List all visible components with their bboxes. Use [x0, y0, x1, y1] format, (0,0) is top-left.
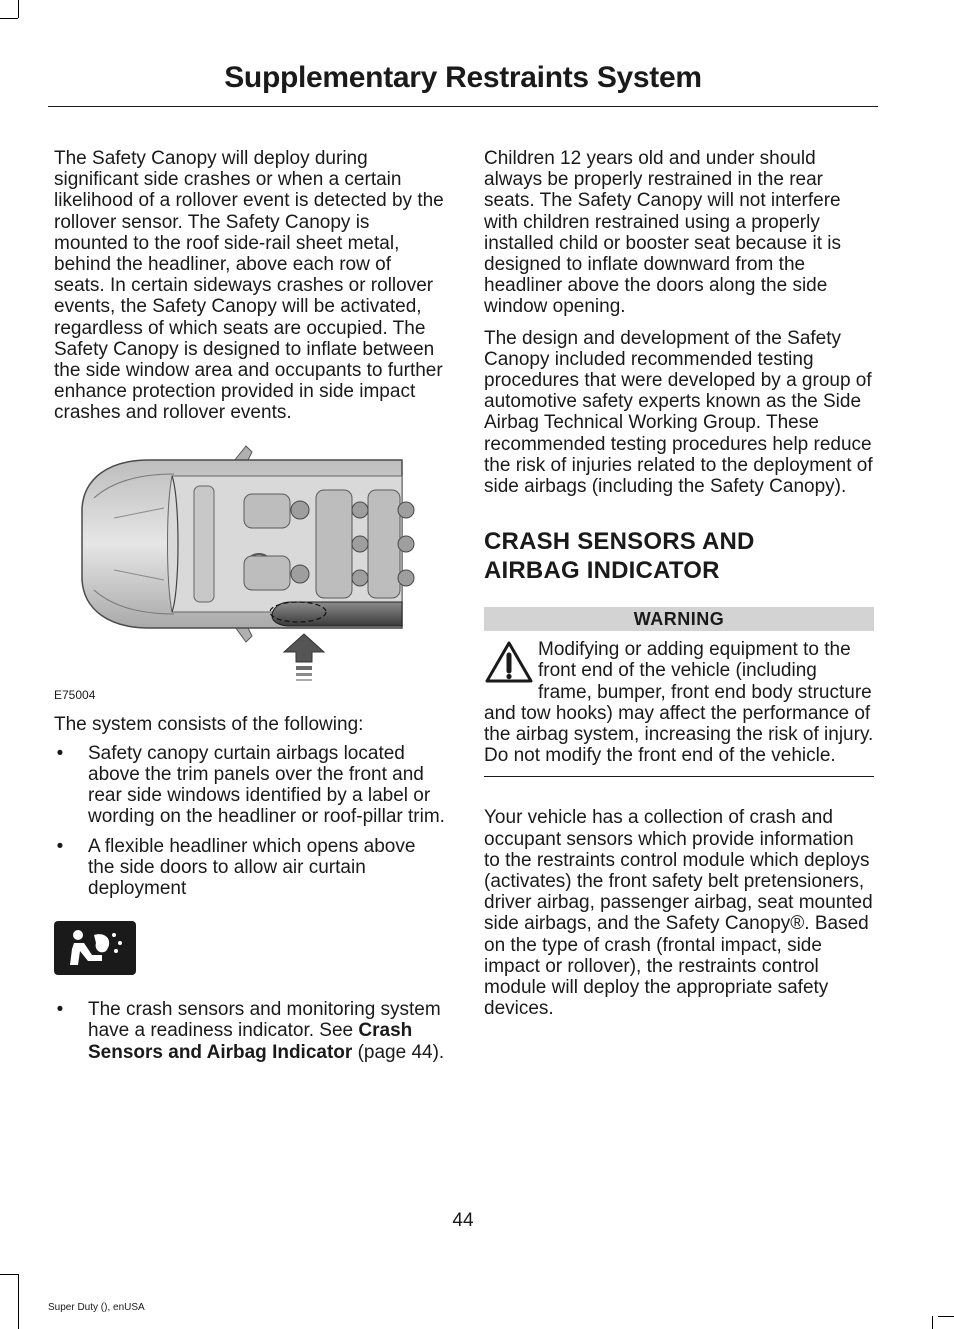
- crop-mark: [0, 1274, 18, 1275]
- list-item-text-post: (page 44).: [352, 1041, 445, 1063]
- airbag-warning-symbol-icon: [54, 921, 136, 975]
- testing-paragraph: The design and development of the Safety Canopy included recommended testing procedures that were developed by a group of automotive safety experts known as the Side Airbag Technical Working Group. These recommended testing procedures help reduce the risk of injuries related to the deployment of side airbags (including the Safety Canopy).: [484, 327, 873, 498]
- left-column: [54, 148, 446, 1071]
- crop-mark: [0, 18, 18, 19]
- crop-mark: [932, 1316, 933, 1329]
- section-heading-line: AIRBAG INDICATOR: [484, 557, 720, 585]
- bullet-marker: •: [56, 742, 64, 764]
- list-item: [54, 743, 446, 828]
- warning-title: WARNING: [484, 607, 874, 631]
- warning-text: Modifying or adding equipment to the front end of the vehicle (including frame, bumper, front end body structure and tow hooks) may affect the performance of the airbag system, increasing the risk of injury. Do not modify the front end of the vehicle.: [484, 639, 874, 767]
- crop-mark: [938, 1316, 954, 1317]
- list-item: [54, 836, 446, 900]
- section-heading-line: CRASH SENSORS AND: [484, 528, 755, 556]
- right-column: [484, 148, 874, 1030]
- title-rule: [48, 106, 878, 107]
- warning-body: [484, 639, 874, 766]
- intro-paragraph: The Safety Canopy will deploy during significant side crashes or when a certain likelihood of a rollover event is detected by the rollover sensor. The Safety Canopy is mounted to the roof side-rail sheet metal, behind the headliner, above each row of seats. In certain sideways crashes or rollover events, the Safety Canopy will be activated, regardless of which seats are occupied. The Safety Canopy is designed to inflate between the side window area and occupants to further enhance protection provided in side impact crashes and rollover events.: [54, 148, 444, 424]
- figure-label: E75004: [54, 687, 96, 702]
- page-title: Supplementary Restraints System: [224, 61, 702, 94]
- bullet-marker: •: [56, 999, 64, 1021]
- page-number: 44: [452, 1210, 474, 1231]
- airbag-indicator-icon: [54, 921, 136, 975]
- list-item: [54, 999, 446, 1063]
- crop-mark: [18, 0, 19, 18]
- system-intro: The system consists of the following:: [54, 713, 364, 735]
- bullet-marker: •: [56, 835, 64, 857]
- section-heading: [484, 527, 874, 585]
- children-paragraph: Children 12 years old and under should always be properly restrained in the rear seats. The Safety Canopy will not interfere with children restrained using a properly installed child or booster seat because it is designed to inflate downward from the headliner above the doors along the side window opening.: [484, 148, 841, 318]
- crash-sensors-paragraph: Your vehicle has a collection of crash and occupant sensors which provide information to the restraints control module which deploys (activates) the front safety belt pretensioners, driver airbag, passenger airbag, seat mounted side airbags, and the Safety Canopy®. Based on the type of crash (frontal impact, side impact or rollover), the restraints control module will deploy the appropriate safety devices.: [484, 807, 873, 1020]
- list-item-text: Safety canopy curtain airbags located above the trim panels over the front and rear side windows identified by a label or wording on the headliner or roof-pillar trim.: [88, 742, 445, 828]
- crop-mark: [18, 1274, 19, 1329]
- warning-triangle-icon: [484, 639, 534, 687]
- edition-footer: Super Duty (), enUSA: [48, 1302, 145, 1313]
- system-components-list: [54, 743, 446, 899]
- list-item-text-pre: The crash sensors and monitoring system have a readiness indicator. See: [88, 999, 441, 1042]
- vehicle-canopy-figure: [54, 438, 446, 702]
- cross-reference-link[interactable]: Crash Sensors and Airbag Indicator: [88, 1020, 413, 1063]
- list-item-text: A flexible headliner which opens above the side doors to allow air curtain deployment: [88, 835, 416, 900]
- readiness-list: [54, 999, 446, 1063]
- vehicle-top-view-illustration: [54, 438, 446, 702]
- warning-rule: [484, 776, 874, 777]
